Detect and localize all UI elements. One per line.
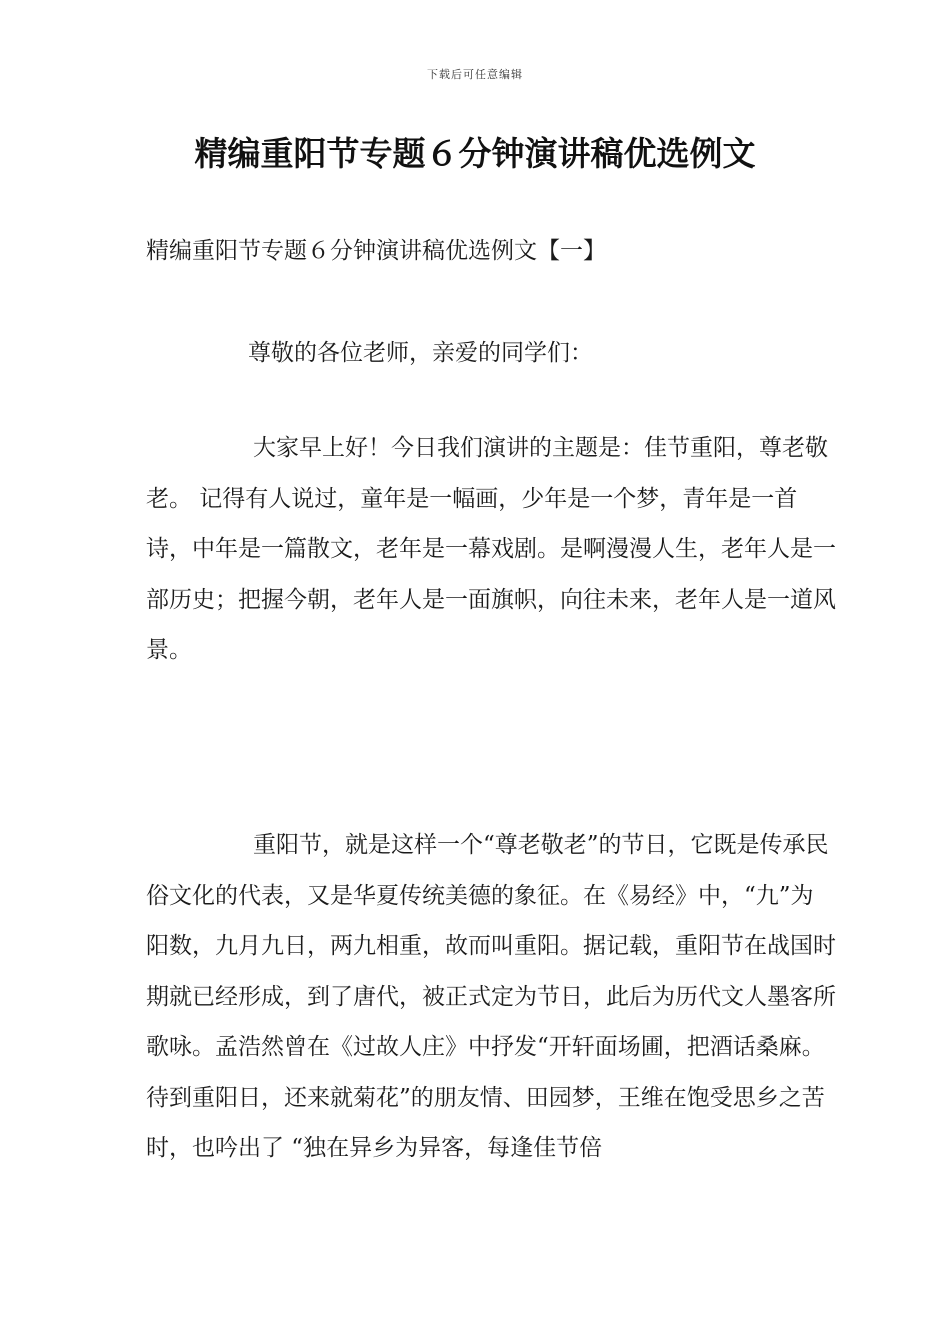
section-heading: 精编重阳节专题６分钟演讲稿优选例文【一】 — [146, 238, 606, 264]
header-note: 下载后可任意编辑 — [427, 68, 523, 81]
body-paragraph: 重阳节，就是这样一个“尊老敬老”的节日，它既是传承民俗文化的代表，又是华夏传统美德的象征。在《易经》中，“九”为阳数，九月九日，两九相重，故而叫重阳。据记载，重阳节在战国时期就已经形成，到了唐代，被正式定为节日，此后为历代文人墨客所歌咏。孟浩然曾在《过故人庄》中抒发“开轩面场圃，把酒话桑麻。待到重阳日，还来就菊花”的朋友情、田园梦，王维在饱受思乡之苦时，也吟出了 “独在异乡为异客，每逢佳节倍 — [146, 832, 836, 1161]
salutation: 尊敬的各位老师，亲爱的同学们： — [248, 340, 593, 366]
document-title: 精编重阳节专题６分钟演讲稿优选例文 — [194, 134, 756, 173]
body-paragraph: 大家早上好！今日我们演讲的主题是：佳节重阳，尊老敬老。 记得有人说过，童年是一幅画，少年是一个梦，青年是一首诗，中年是一篇散文，老年是一幕戏剧。是啊漫漫人生，老年人是一部历史；把握今朝，老年人是一面旗帜，向往未来，老年人是一道风景。 — [146, 435, 836, 663]
